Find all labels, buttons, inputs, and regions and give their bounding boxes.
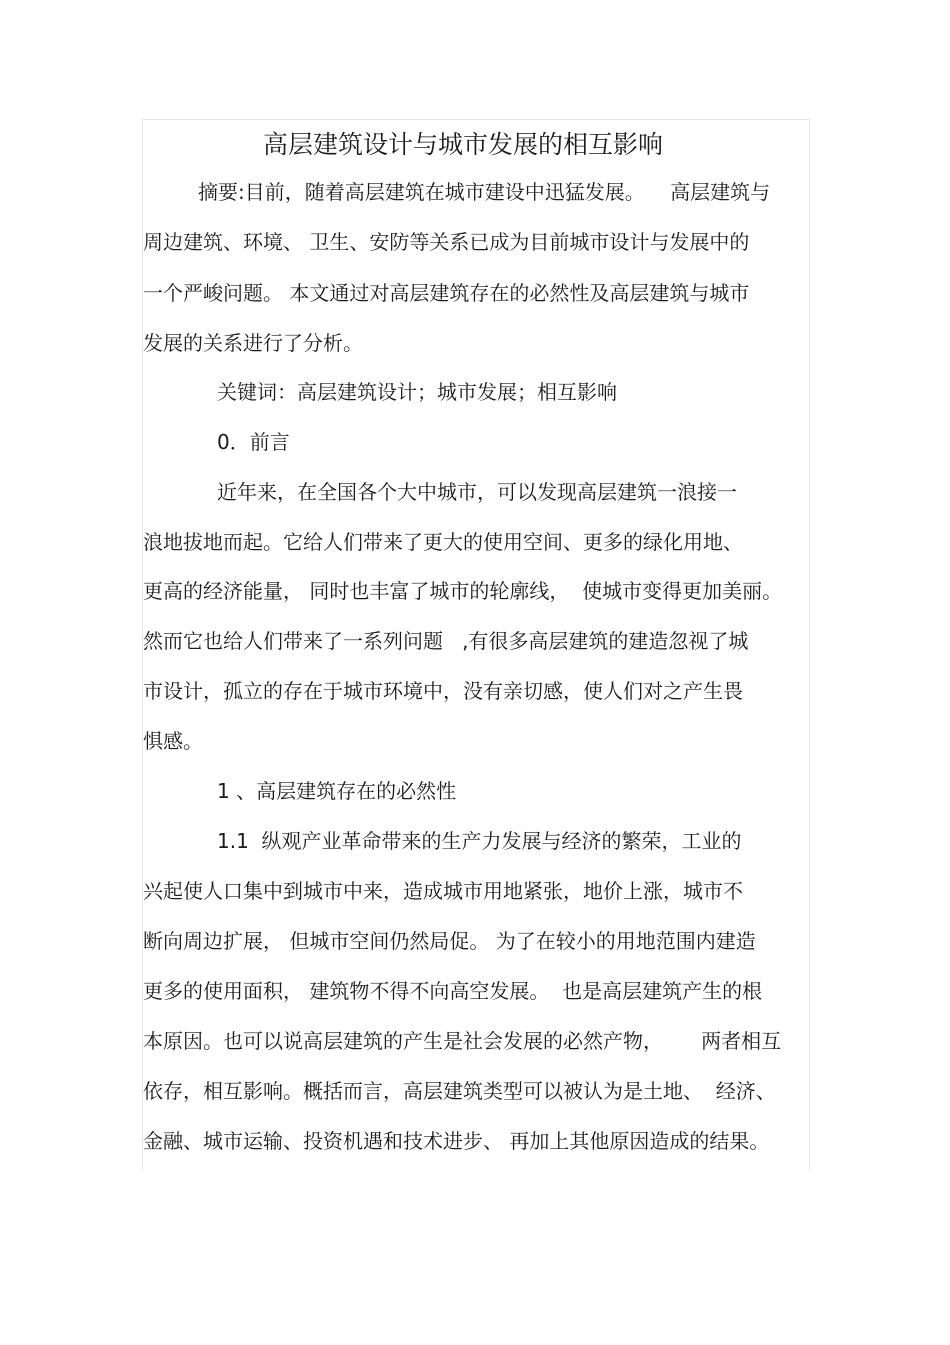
keywords-line: 关键词：高层建筑设计；城市发展；相互影响 <box>217 380 617 404</box>
abstract-line-1: 摘要:目前，随着高层建筑在城市建设中迅猛发展。 高层建筑与 <box>198 180 771 204</box>
body-paragraph-1-line-3: 更高的经济能量， 同时也丰富了城市的轮廓线， 使城市变得更加美丽。 <box>143 579 783 603</box>
section-heading-preface: 0．前言 <box>217 430 290 454</box>
body-paragraph-1-line-6: 惧感。 <box>143 729 203 753</box>
body-paragraph-2-line-6: 依存，相互影响。概括而言，高层建筑类型可以被认为是土地、 经济、 <box>143 1079 776 1103</box>
body-paragraph-2-line-5: 本原因。也可以说高层建筑的产生是社会发展的必然产物， 两者相互 <box>143 1029 782 1053</box>
abstract-line-2: 周边建筑、环境、 卫生、安防等关系已成为目前城市设计与发展中的 <box>143 230 750 254</box>
abstract-line-4: 发展的关系进行了分析。 <box>143 331 363 355</box>
section-heading-1: 1 、高层建筑存在的必然性 <box>217 779 457 803</box>
body-paragraph-2-line-7: 金融、城市运输、投资机遇和技术进步、 再加上其他原因造成的结果。 <box>143 1129 770 1153</box>
document-title: 高层建筑设计与城市发展的相互影响 <box>263 130 664 159</box>
body-paragraph-1-line-5: 市设计，孤立的存在于城市环境中，没有亲切感，使人们对之产生畏 <box>143 679 743 703</box>
body-paragraph-2-line-2: 兴起使人口集中到城市中来，造成城市用地紧张，地价上涨，城市不 <box>143 879 743 903</box>
body-paragraph-1-line-2: 浪地拔地而起。它给人们带来了更大的使用空间、更多的绿化用地、 <box>143 530 743 554</box>
body-paragraph-2-line-3: 断向周边扩展， 但城市空间仍然局促。 为了在较小的用地范围内建造 <box>143 929 756 953</box>
body-paragraph-1-line-4: 然而它也给人们带来了一系列问题 ,有很多高层建筑的建造忽视了城 <box>143 629 749 653</box>
body-paragraph-1-line-1: 近年来，在全国各个大中城市，可以发现高层建筑一浪接一 <box>217 480 737 504</box>
body-paragraph-2-line-4: 更多的使用面积， 建筑物不得不向高空发展。 也是高层建筑产生的根 <box>143 979 763 1003</box>
abstract-line-3: 一个严峻问题。 本文通过对高层建筑存在的必然性及高层建筑与城市 <box>143 281 750 305</box>
body-paragraph-2-line-1: 1.1 纵观产业革命带来的生产力发展与经济的繁荣，工业的 <box>217 829 742 853</box>
